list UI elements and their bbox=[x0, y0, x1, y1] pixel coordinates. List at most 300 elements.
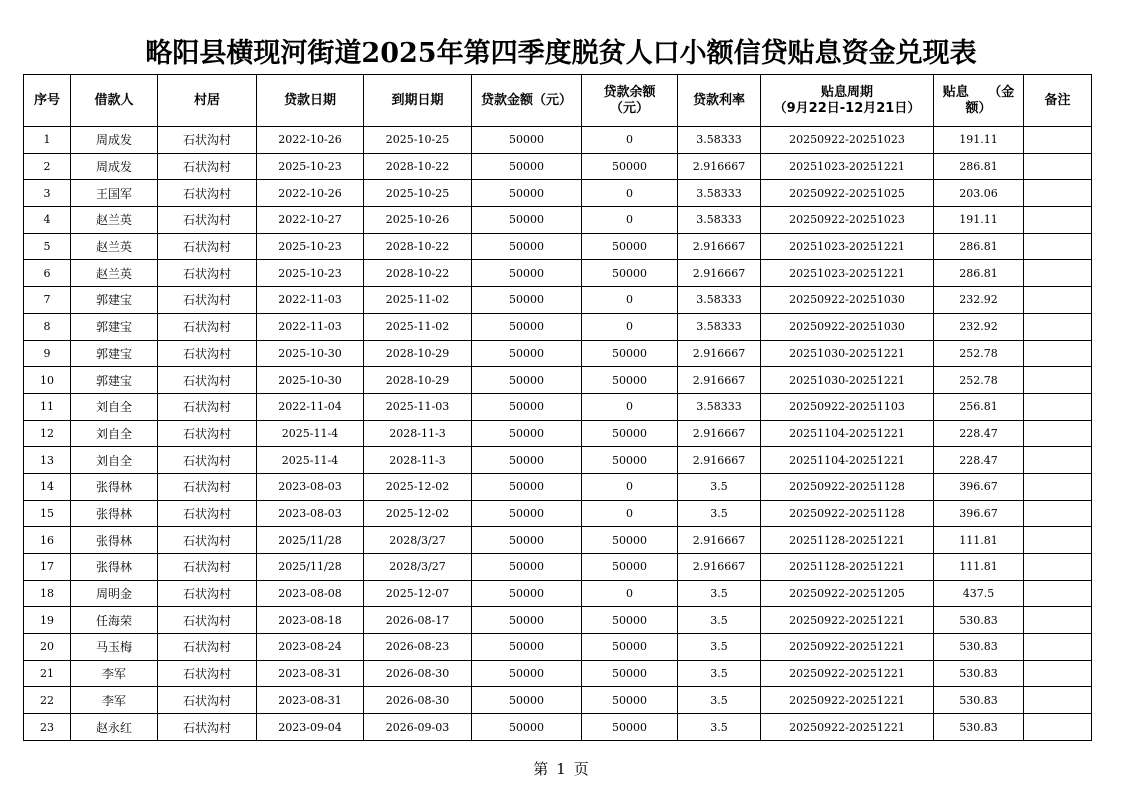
cell-seq: 5 bbox=[24, 233, 71, 260]
cell-due-date: 2028-10-29 bbox=[364, 340, 472, 367]
cell-village: 石状沟村 bbox=[158, 714, 257, 741]
cell-rate: 3.5 bbox=[678, 607, 761, 634]
cell-loan-date: 2023-08-08 bbox=[257, 580, 364, 607]
cell-seq: 22 bbox=[24, 687, 71, 714]
cell-village: 石状沟村 bbox=[158, 180, 257, 207]
cell-loan-date: 2023-08-18 bbox=[257, 607, 364, 634]
cell-interest: 286.81 bbox=[934, 233, 1024, 260]
cell-loan-date: 2022-10-27 bbox=[257, 207, 364, 234]
cell-seq: 23 bbox=[24, 714, 71, 741]
cell-period: 20250922-20251128 bbox=[761, 500, 934, 527]
cell-rate: 2.916667 bbox=[678, 260, 761, 287]
cell-rate: 3.58333 bbox=[678, 207, 761, 234]
table-row bbox=[24, 153, 1092, 180]
cell-period: 20250922-20251205 bbox=[761, 580, 934, 607]
cell-rate: 3.5 bbox=[678, 687, 761, 714]
cell-loan-date: 2025/11/28 bbox=[257, 527, 364, 554]
cell-loan-date: 2023-08-31 bbox=[257, 660, 364, 687]
cell-loan-date: 2025-11-4 bbox=[257, 447, 364, 474]
cell-due-date: 2028/3/27 bbox=[364, 527, 472, 554]
cell-loan-date: 2022-11-04 bbox=[257, 393, 364, 420]
cell-borrower: 张得林 bbox=[71, 554, 158, 581]
cell-amount: 50000 bbox=[472, 580, 582, 607]
cell-interest: 228.47 bbox=[934, 447, 1024, 474]
cell-period: 20251023-20251221 bbox=[761, 260, 934, 287]
cell-borrower: 刘自全 bbox=[71, 420, 158, 447]
cell-seq: 18 bbox=[24, 580, 71, 607]
cell-period: 20250922-20251221 bbox=[761, 607, 934, 634]
cell-rate: 2.916667 bbox=[678, 340, 761, 367]
cell-due-date: 2025-12-07 bbox=[364, 580, 472, 607]
cell-amount: 50000 bbox=[472, 127, 582, 154]
table-row bbox=[24, 340, 1092, 367]
cell-due-date: 2028-10-29 bbox=[364, 367, 472, 394]
cell-loan-date: 2025-10-30 bbox=[257, 340, 364, 367]
cell-balance: 50000 bbox=[582, 660, 678, 687]
cell-note bbox=[1024, 473, 1092, 500]
cell-rate: 3.58333 bbox=[678, 180, 761, 207]
cell-due-date: 2028-10-22 bbox=[364, 260, 472, 287]
cell-interest: 286.81 bbox=[934, 260, 1024, 287]
cell-rate: 2.916667 bbox=[678, 527, 761, 554]
cell-village: 石状沟村 bbox=[158, 554, 257, 581]
header-interest-line1: 贴息 （金 bbox=[942, 84, 1015, 100]
cell-balance: 0 bbox=[582, 473, 678, 500]
cell-amount: 50000 bbox=[472, 313, 582, 340]
cell-loan-date: 2025-10-23 bbox=[257, 260, 364, 287]
cell-note bbox=[1024, 127, 1092, 154]
cell-seq: 21 bbox=[24, 660, 71, 687]
cell-seq: 19 bbox=[24, 607, 71, 634]
cell-interest: 252.78 bbox=[934, 367, 1024, 394]
cell-balance: 0 bbox=[582, 127, 678, 154]
cell-note bbox=[1024, 580, 1092, 607]
cell-seq: 4 bbox=[24, 207, 71, 234]
cell-village: 石状沟村 bbox=[158, 393, 257, 420]
cell-borrower: 周明金 bbox=[71, 580, 158, 607]
cell-village: 石状沟村 bbox=[158, 287, 257, 314]
cell-period: 20250922-20251103 bbox=[761, 393, 934, 420]
header-balance-line1: 贷款余额 bbox=[603, 84, 656, 100]
cell-rate: 2.916667 bbox=[678, 153, 761, 180]
cell-amount: 50000 bbox=[472, 233, 582, 260]
cell-amount: 50000 bbox=[472, 367, 582, 394]
cell-interest: 252.78 bbox=[934, 340, 1024, 367]
cell-village: 石状沟村 bbox=[158, 447, 257, 474]
table-row bbox=[24, 260, 1092, 287]
cell-note bbox=[1024, 207, 1092, 234]
cell-borrower: 任海荣 bbox=[71, 607, 158, 634]
cell-loan-date: 2025-10-23 bbox=[257, 153, 364, 180]
cell-period: 20251104-20251221 bbox=[761, 447, 934, 474]
cell-borrower: 周成发 bbox=[71, 153, 158, 180]
table-body bbox=[24, 127, 1092, 741]
cell-village: 石状沟村 bbox=[158, 233, 257, 260]
cell-period: 20250922-20251023 bbox=[761, 207, 934, 234]
cell-rate: 2.916667 bbox=[678, 447, 761, 474]
cell-loan-date: 2023-09-04 bbox=[257, 714, 364, 741]
cell-period: 20251023-20251221 bbox=[761, 233, 934, 260]
page-number bbox=[0, 758, 1122, 779]
table-row bbox=[24, 207, 1092, 234]
cell-period: 20250922-20251030 bbox=[761, 313, 934, 340]
cell-interest: 530.83 bbox=[934, 607, 1024, 634]
cell-period: 20250922-20251221 bbox=[761, 714, 934, 741]
cell-amount: 50000 bbox=[472, 393, 582, 420]
cell-period: 20250922-20251221 bbox=[761, 687, 934, 714]
cell-note bbox=[1024, 660, 1092, 687]
cell-borrower: 李军 bbox=[71, 687, 158, 714]
cell-note bbox=[1024, 233, 1092, 260]
cell-interest: 228.47 bbox=[934, 420, 1024, 447]
cell-balance: 50000 bbox=[582, 367, 678, 394]
header-interest-line2: 额） bbox=[965, 100, 992, 116]
cell-note bbox=[1024, 153, 1092, 180]
header-balance-line2: （元） bbox=[609, 100, 649, 116]
table-row bbox=[24, 233, 1092, 260]
cell-borrower: 张得林 bbox=[71, 527, 158, 554]
cell-note bbox=[1024, 340, 1092, 367]
cell-village: 石状沟村 bbox=[158, 607, 257, 634]
cell-note bbox=[1024, 393, 1092, 420]
cell-due-date: 2025-12-02 bbox=[364, 473, 472, 500]
table-row bbox=[24, 447, 1092, 474]
header-amount: 贷款金额（元） bbox=[472, 75, 582, 127]
header-loan-date: 贷款日期 bbox=[257, 75, 364, 127]
cell-note bbox=[1024, 313, 1092, 340]
cell-amount: 50000 bbox=[472, 420, 582, 447]
header-due-date: 到期日期 bbox=[364, 75, 472, 127]
table-row bbox=[24, 287, 1092, 314]
header-note: 备注 bbox=[1024, 75, 1092, 127]
cell-loan-date: 2023-08-31 bbox=[257, 687, 364, 714]
cell-note bbox=[1024, 367, 1092, 394]
cell-loan-date: 2022-10-26 bbox=[257, 127, 364, 154]
cell-seq: 6 bbox=[24, 260, 71, 287]
cell-rate: 3.5 bbox=[678, 473, 761, 500]
cell-balance: 50000 bbox=[582, 634, 678, 661]
cell-village: 石状沟村 bbox=[158, 367, 257, 394]
cell-loan-date: 2025-10-23 bbox=[257, 233, 364, 260]
table-row bbox=[24, 580, 1092, 607]
cell-loan-date: 2025-10-30 bbox=[257, 367, 364, 394]
header-interest bbox=[934, 75, 1024, 127]
cell-borrower: 刘自全 bbox=[71, 447, 158, 474]
cell-balance: 0 bbox=[582, 180, 678, 207]
cell-rate: 3.58333 bbox=[678, 313, 761, 340]
cell-note bbox=[1024, 687, 1092, 714]
cell-seq: 9 bbox=[24, 340, 71, 367]
cell-rate: 3.58333 bbox=[678, 127, 761, 154]
cell-village: 石状沟村 bbox=[158, 634, 257, 661]
table-row bbox=[24, 313, 1092, 340]
cell-period: 20250922-20251128 bbox=[761, 473, 934, 500]
cell-due-date: 2025-12-02 bbox=[364, 500, 472, 527]
header-row bbox=[24, 75, 1092, 127]
header-village: 村居 bbox=[158, 75, 257, 127]
cell-period: 20251128-20251221 bbox=[761, 554, 934, 581]
cell-period: 20250922-20251221 bbox=[761, 634, 934, 661]
cell-balance: 50000 bbox=[582, 260, 678, 287]
cell-village: 石状沟村 bbox=[158, 420, 257, 447]
cell-loan-date: 2025-11-4 bbox=[257, 420, 364, 447]
subsidy-table bbox=[23, 74, 1092, 741]
cell-due-date: 2028-11-3 bbox=[364, 420, 472, 447]
cell-due-date: 2028-10-22 bbox=[364, 153, 472, 180]
cell-interest: 396.67 bbox=[934, 500, 1024, 527]
cell-amount: 50000 bbox=[472, 714, 582, 741]
cell-borrower: 赵兰英 bbox=[71, 260, 158, 287]
cell-due-date: 2025-10-25 bbox=[364, 180, 472, 207]
cell-due-date: 2026-08-17 bbox=[364, 607, 472, 634]
cell-note bbox=[1024, 420, 1092, 447]
page-prefix: 第 bbox=[533, 760, 549, 778]
cell-balance: 50000 bbox=[582, 233, 678, 260]
cell-village: 石状沟村 bbox=[158, 473, 257, 500]
cell-period: 20250922-20251221 bbox=[761, 660, 934, 687]
cell-period: 20250922-20251030 bbox=[761, 287, 934, 314]
cell-seq: 7 bbox=[24, 287, 71, 314]
cell-borrower: 赵兰英 bbox=[71, 207, 158, 234]
cell-interest: 111.81 bbox=[934, 554, 1024, 581]
cell-interest: 232.92 bbox=[934, 313, 1024, 340]
cell-interest: 203.06 bbox=[934, 180, 1024, 207]
table-row bbox=[24, 473, 1092, 500]
cell-seq: 14 bbox=[24, 473, 71, 500]
cell-period: 20251023-20251221 bbox=[761, 153, 934, 180]
table-row bbox=[24, 527, 1092, 554]
cell-due-date: 2028-10-22 bbox=[364, 233, 472, 260]
cell-due-date: 2028-11-3 bbox=[364, 447, 472, 474]
cell-seq: 17 bbox=[24, 554, 71, 581]
cell-village: 石状沟村 bbox=[158, 127, 257, 154]
header-period-line2: （9月22日-12月21日） bbox=[773, 100, 921, 116]
cell-interest: 191.11 bbox=[934, 127, 1024, 154]
cell-village: 石状沟村 bbox=[158, 580, 257, 607]
cell-borrower: 周成发 bbox=[71, 127, 158, 154]
cell-village: 石状沟村 bbox=[158, 313, 257, 340]
cell-due-date: 2025-11-03 bbox=[364, 393, 472, 420]
cell-seq: 15 bbox=[24, 500, 71, 527]
cell-period: 20251030-20251221 bbox=[761, 340, 934, 367]
cell-balance: 0 bbox=[582, 313, 678, 340]
cell-amount: 50000 bbox=[472, 660, 582, 687]
table-row bbox=[24, 127, 1092, 154]
cell-amount: 50000 bbox=[472, 554, 582, 581]
cell-note bbox=[1024, 554, 1092, 581]
cell-borrower: 郭建宝 bbox=[71, 287, 158, 314]
cell-balance: 0 bbox=[582, 580, 678, 607]
cell-note bbox=[1024, 180, 1092, 207]
cell-loan-date: 2023-08-03 bbox=[257, 473, 364, 500]
cell-note bbox=[1024, 260, 1092, 287]
table-row bbox=[24, 420, 1092, 447]
cell-interest: 437.5 bbox=[934, 580, 1024, 607]
cell-borrower: 赵永红 bbox=[71, 714, 158, 741]
header-borrower: 借款人 bbox=[71, 75, 158, 127]
cell-note bbox=[1024, 500, 1092, 527]
cell-rate: 3.58333 bbox=[678, 287, 761, 314]
cell-interest: 530.83 bbox=[934, 660, 1024, 687]
cell-period: 20251128-20251221 bbox=[761, 527, 934, 554]
cell-amount: 50000 bbox=[472, 634, 582, 661]
cell-seq: 1 bbox=[24, 127, 71, 154]
cell-interest: 232.92 bbox=[934, 287, 1024, 314]
cell-balance: 50000 bbox=[582, 153, 678, 180]
cell-interest: 530.83 bbox=[934, 687, 1024, 714]
cell-due-date: 2026-08-23 bbox=[364, 634, 472, 661]
cell-note bbox=[1024, 527, 1092, 554]
cell-rate: 3.58333 bbox=[678, 393, 761, 420]
cell-rate: 2.916667 bbox=[678, 554, 761, 581]
table-row bbox=[24, 660, 1092, 687]
cell-seq: 8 bbox=[24, 313, 71, 340]
cell-due-date: 2026-09-03 bbox=[364, 714, 472, 741]
cell-borrower: 郭建宝 bbox=[71, 367, 158, 394]
cell-balance: 50000 bbox=[582, 420, 678, 447]
cell-note bbox=[1024, 634, 1092, 661]
cell-seq: 12 bbox=[24, 420, 71, 447]
cell-rate: 3.5 bbox=[678, 580, 761, 607]
cell-borrower: 刘自全 bbox=[71, 393, 158, 420]
cell-interest: 396.67 bbox=[934, 473, 1024, 500]
cell-rate: 3.5 bbox=[678, 634, 761, 661]
cell-balance: 0 bbox=[582, 207, 678, 234]
cell-due-date: 2025-10-25 bbox=[364, 127, 472, 154]
cell-note bbox=[1024, 607, 1092, 634]
cell-seq: 2 bbox=[24, 153, 71, 180]
table-row bbox=[24, 687, 1092, 714]
cell-due-date: 2025-11-02 bbox=[364, 287, 472, 314]
cell-village: 石状沟村 bbox=[158, 260, 257, 287]
cell-amount: 50000 bbox=[472, 687, 582, 714]
cell-interest: 530.83 bbox=[934, 714, 1024, 741]
cell-amount: 50000 bbox=[472, 340, 582, 367]
table-row bbox=[24, 367, 1092, 394]
cell-balance: 0 bbox=[582, 287, 678, 314]
cell-borrower: 赵兰英 bbox=[71, 233, 158, 260]
table-row bbox=[24, 634, 1092, 661]
cell-amount: 50000 bbox=[472, 153, 582, 180]
header-seq: 序号 bbox=[24, 75, 71, 127]
cell-seq: 16 bbox=[24, 527, 71, 554]
cell-village: 石状沟村 bbox=[158, 660, 257, 687]
table-row bbox=[24, 180, 1092, 207]
cell-borrower: 马玉梅 bbox=[71, 634, 158, 661]
cell-due-date: 2025-10-26 bbox=[364, 207, 472, 234]
cell-loan-date: 2023-08-24 bbox=[257, 634, 364, 661]
cell-borrower: 郭建宝 bbox=[71, 313, 158, 340]
cell-period: 20251104-20251221 bbox=[761, 420, 934, 447]
cell-amount: 50000 bbox=[472, 207, 582, 234]
cell-amount: 50000 bbox=[472, 500, 582, 527]
cell-interest: 286.81 bbox=[934, 153, 1024, 180]
cell-village: 石状沟村 bbox=[158, 153, 257, 180]
cell-rate: 2.916667 bbox=[678, 367, 761, 394]
cell-amount: 50000 bbox=[472, 473, 582, 500]
cell-loan-date: 2025/11/28 bbox=[257, 554, 364, 581]
cell-loan-date: 2022-11-03 bbox=[257, 313, 364, 340]
cell-borrower: 王国军 bbox=[71, 180, 158, 207]
header-period bbox=[761, 75, 934, 127]
cell-village: 石状沟村 bbox=[158, 687, 257, 714]
table-row bbox=[24, 714, 1092, 741]
cell-interest: 530.83 bbox=[934, 634, 1024, 661]
cell-amount: 50000 bbox=[472, 527, 582, 554]
cell-note bbox=[1024, 447, 1092, 474]
cell-balance: 50000 bbox=[582, 687, 678, 714]
cell-balance: 0 bbox=[582, 500, 678, 527]
cell-interest: 191.11 bbox=[934, 207, 1024, 234]
cell-village: 石状沟村 bbox=[158, 340, 257, 367]
cell-due-date: 2028/3/27 bbox=[364, 554, 472, 581]
cell-rate: 3.5 bbox=[678, 714, 761, 741]
cell-due-date: 2026-08-30 bbox=[364, 687, 472, 714]
cell-borrower: 李军 bbox=[71, 660, 158, 687]
table-row bbox=[24, 500, 1092, 527]
cell-amount: 50000 bbox=[472, 447, 582, 474]
cell-village: 石状沟村 bbox=[158, 207, 257, 234]
cell-interest: 256.81 bbox=[934, 393, 1024, 420]
cell-seq: 3 bbox=[24, 180, 71, 207]
cell-note bbox=[1024, 714, 1092, 741]
cell-seq: 10 bbox=[24, 367, 71, 394]
cell-balance: 50000 bbox=[582, 340, 678, 367]
cell-balance: 50000 bbox=[582, 554, 678, 581]
cell-village: 石状沟村 bbox=[158, 500, 257, 527]
cell-balance: 50000 bbox=[582, 527, 678, 554]
cell-rate: 2.916667 bbox=[678, 233, 761, 260]
cell-loan-date: 2022-10-26 bbox=[257, 180, 364, 207]
cell-amount: 50000 bbox=[472, 260, 582, 287]
cell-loan-date: 2022-11-03 bbox=[257, 287, 364, 314]
cell-balance: 50000 bbox=[582, 447, 678, 474]
cell-rate: 3.5 bbox=[678, 660, 761, 687]
cell-loan-date: 2023-08-03 bbox=[257, 500, 364, 527]
cell-borrower: 张得林 bbox=[71, 473, 158, 500]
cell-amount: 50000 bbox=[472, 287, 582, 314]
cell-period: 20250922-20251023 bbox=[761, 127, 934, 154]
cell-borrower: 张得林 bbox=[71, 500, 158, 527]
cell-seq: 20 bbox=[24, 634, 71, 661]
header-rate: 贷款利率 bbox=[678, 75, 761, 127]
cell-balance: 50000 bbox=[582, 714, 678, 741]
cell-rate: 2.916667 bbox=[678, 420, 761, 447]
cell-due-date: 2026-08-30 bbox=[364, 660, 472, 687]
page-num: 1 bbox=[556, 760, 566, 778]
cell-amount: 50000 bbox=[472, 180, 582, 207]
header-period-line1: 贴息周期 bbox=[820, 84, 873, 100]
table-row bbox=[24, 393, 1092, 420]
cell-note bbox=[1024, 287, 1092, 314]
cell-balance: 50000 bbox=[582, 607, 678, 634]
cell-interest: 111.81 bbox=[934, 527, 1024, 554]
cell-amount: 50000 bbox=[472, 607, 582, 634]
table-row bbox=[24, 607, 1092, 634]
cell-due-date: 2025-11-02 bbox=[364, 313, 472, 340]
cell-balance: 0 bbox=[582, 393, 678, 420]
table-row bbox=[24, 554, 1092, 581]
cell-village: 石状沟村 bbox=[158, 527, 257, 554]
page-suffix: 页 bbox=[573, 760, 589, 778]
cell-borrower: 郭建宝 bbox=[71, 340, 158, 367]
header-balance bbox=[582, 75, 678, 127]
page-title: 略阳县横现河街道2025年第四季度脱贫人口小额信贷贴息资金兑现表 bbox=[145, 38, 977, 69]
cell-period: 20250922-20251025 bbox=[761, 180, 934, 207]
cell-period: 20251030-20251221 bbox=[761, 367, 934, 394]
cell-seq: 11 bbox=[24, 393, 71, 420]
cell-rate: 3.5 bbox=[678, 500, 761, 527]
